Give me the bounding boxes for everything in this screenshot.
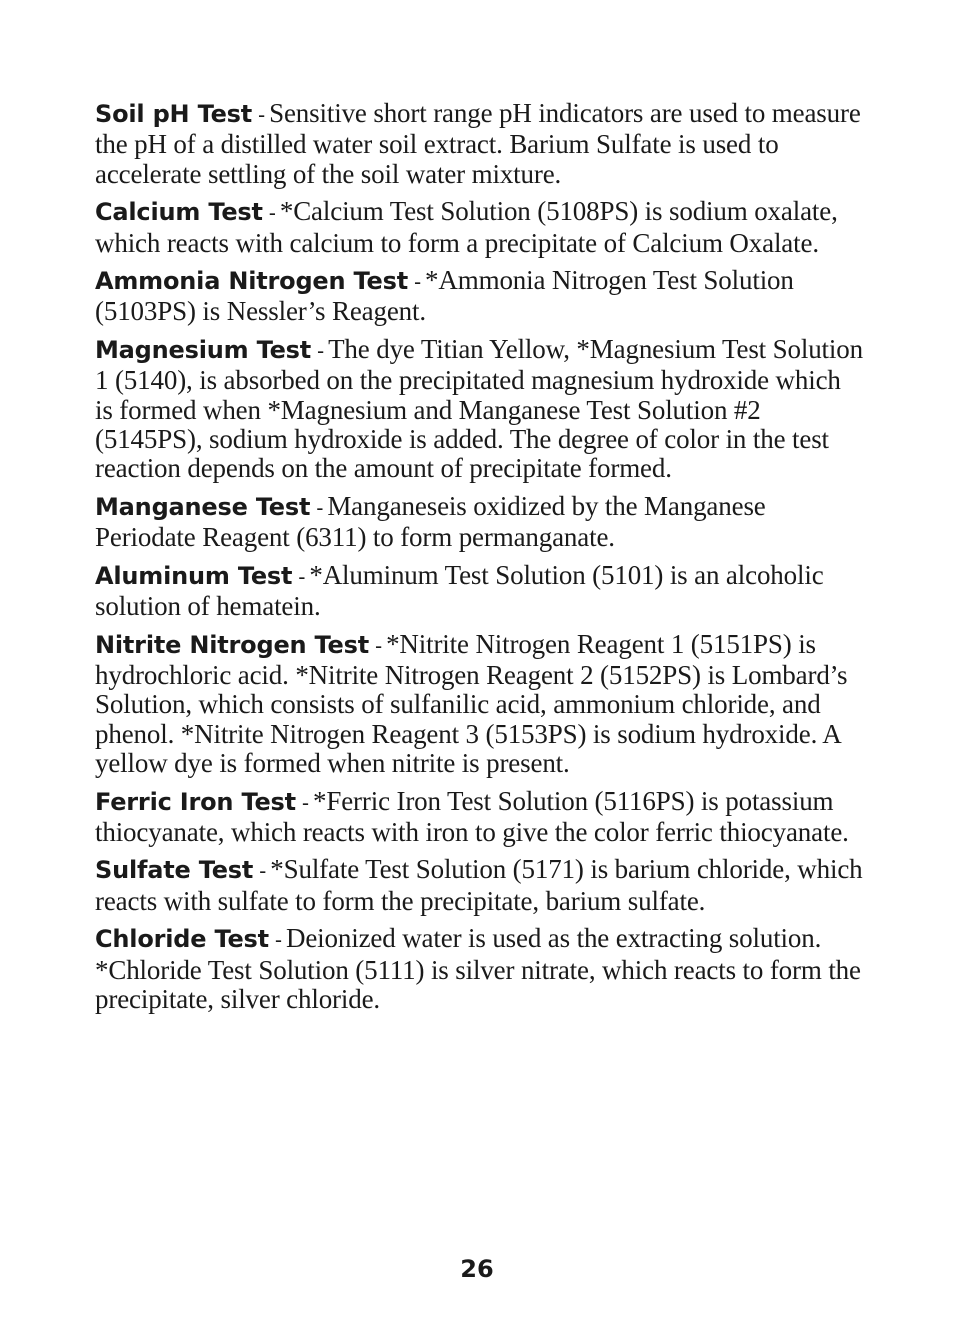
entry-magnesium-test (95, 335, 865, 484)
entry-separator: - (301, 790, 309, 815)
entry-text: The dye Titian Yellow, *Magnesium Test Solution 1 (5140), is absorbed on the precipitated magnesium hydroxide which is formed when *Magnesium and Manganese Test Solution #2 (5145PS), sodium hydroxide is added. The degree of color in the test reaction depends on the amount of precipitate formed. (95, 333, 863, 484)
entry-text: Manganeseis oxidized by the Manganese Periodate Reagent (6311) to form permanganate. (95, 490, 766, 553)
entry-soil-ph-test (95, 99, 865, 189)
entry-text: *Calcium Test Solution (5108PS) is sodium oxalate, which reacts with calcium to form a precipitate of Calcium Oxalate. (95, 196, 838, 258)
entry-ammonia-nitrogen-test (95, 266, 865, 327)
entry-term: Calcium Test (95, 198, 263, 227)
entry-separator: - (258, 103, 266, 127)
entry-separator: - (298, 564, 306, 589)
entry-calcium-test (95, 197, 865, 258)
entry-separator: - (316, 495, 324, 520)
entry-separator: - (268, 201, 276, 226)
entry-term: Magnesium Test (95, 335, 312, 364)
entry-ferric-iron-test (95, 787, 865, 848)
entry-term: Chloride Test (95, 925, 269, 954)
entry-aluminum-test (95, 561, 865, 622)
entry-chloride-test (95, 924, 865, 1014)
entry-term: Manganese Test (95, 492, 311, 521)
entry-text: *Nitrite Nitrogen Reagent 1 (5151PS) is hydrochloric acid. *Nitrite Nitrogen Reagent 2 (5152PS) is Lombard’s Solution, which consists of sulfanilic acid, ammonium chloride, and phenol. *Nitrite Nitrogen Reagent 3 (5153PS) is sodium hydroxide. A yellow dye is formed when nitrite is present. (95, 628, 848, 779)
entry-separator: - (317, 338, 325, 363)
entry-text: *Ammonia Nitrogen Test Solution (5103PS) is Nessler’s Reagent. (95, 265, 794, 327)
entry-separator: - (274, 928, 282, 953)
entry-separator: - (259, 859, 267, 884)
entry-term: Soil pH Test (95, 100, 253, 128)
entry-term: Ferric Iron Test (95, 787, 296, 816)
entry-term: Nitrite Nitrogen Test (95, 630, 369, 659)
entry-nitrite-nitrogen-test (95, 630, 865, 779)
page-number: 26 (460, 1255, 494, 1283)
entry-text: Deionized water is used as the extracting solution. *Chloride Test Solution (5111) is silver nitrate, which reacts to form the precipitate, silver chloride. (95, 923, 861, 1014)
test-descriptions (95, 99, 865, 1022)
entry-text: *Ferric Iron Test Solution (5116PS) is potassium thiocyanate, which reacts with iron to give the color ferric thiocyanate. (95, 785, 849, 847)
entry-separator: - (413, 270, 422, 295)
entry-term: Aluminum Test (95, 561, 293, 590)
entry-term: Sulfate Test (95, 856, 254, 885)
entry-text: *Sulfate Test Solution (5171) is barium chloride, which reacts with sulfate to form the precipitate, barium sulfate. (95, 854, 863, 916)
entry-separator: - (374, 633, 383, 658)
entry-term: Ammonia Nitrogen Test (95, 267, 408, 296)
entry-text: *Aluminum Test Solution (5101) is an alcoholic solution of hematein. (95, 559, 824, 622)
entry-text: Sensitive short range pH indicators are used to measure the pH of a distilled water soil extract. Barium Sulfate is used to accelerate settling of the soil water mixture. (95, 98, 861, 189)
entry-manganese-test (95, 492, 865, 553)
entry-sulfate-test (95, 855, 865, 916)
